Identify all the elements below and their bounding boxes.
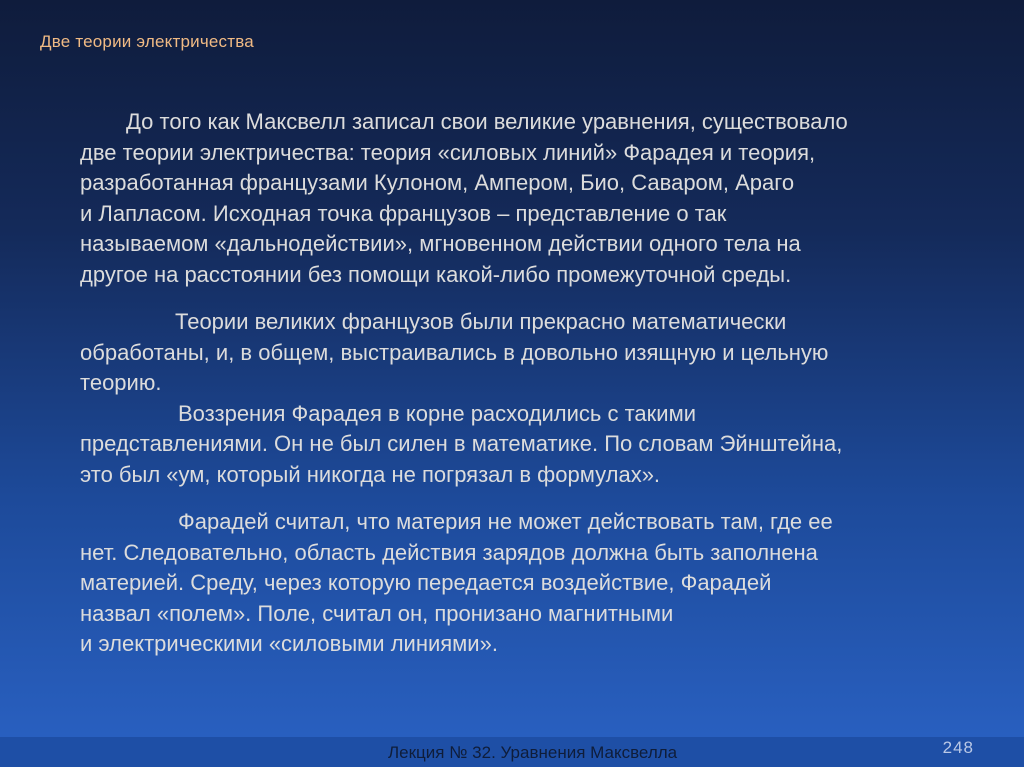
text-line: это был «ум, который никогда не погрязал в формулах».: [80, 461, 661, 487]
paragraph-3: [80, 399, 980, 491]
text-line: называемом «дальнодействии», мгновенном действии одного тела на: [80, 231, 801, 256]
text-line: две теории электричества: теория «силовых линий» Фарадея и теория,: [80, 139, 816, 165]
slide-body: [80, 107, 980, 660]
text-line: назвал «полем». Поле, считал он, пронизано магнитными: [80, 600, 674, 626]
text-line: Воззрения Фарадея в корне расходились с такими: [178, 400, 696, 426]
text-line: теорию.: [80, 370, 162, 395]
footer-bar: [0, 737, 1024, 767]
text-line: разработанная французами Кулоном, Ампером, Био, Саваром, Араго: [80, 170, 795, 195]
text-line: нет. Следовательно, область действия зарядов должна быть заполнена: [80, 539, 818, 565]
paragraph-2: [80, 307, 980, 399]
text-line: До того как Максвелл записал свои великие уравнения, существовало: [126, 109, 848, 134]
text-line: и электрическими «силовыми линиями».: [80, 631, 498, 656]
text-line: Теории великих французов были прекрасно математически: [175, 309, 787, 334]
text-line: Фарадей считал, что материя не может действовать там, где ее: [178, 509, 833, 534]
page-number: 248: [942, 738, 974, 757]
text-line: обработаны, и, в общем, выстраивались в довольно изящную и цельную: [80, 339, 829, 365]
text-line: материей. Среду, через которую передается воздействие, Фарадей: [80, 570, 772, 595]
footer-lecture-title: Лекция № 32. Уравнения Максвелла: [388, 743, 678, 762]
slide-title: Две теории электричества: [40, 32, 254, 51]
text-line: другое на расстоянии без помощи какой-либо промежуточной среды.: [80, 261, 792, 287]
paragraph-4: [80, 507, 980, 660]
text-line: представлениями. Он не был силен в математике. По словам Эйнштейна,: [80, 431, 843, 456]
text-line: и Лапласом. Исходная точка французов – представление о так: [80, 200, 727, 226]
paragraph-1: [80, 107, 980, 290]
